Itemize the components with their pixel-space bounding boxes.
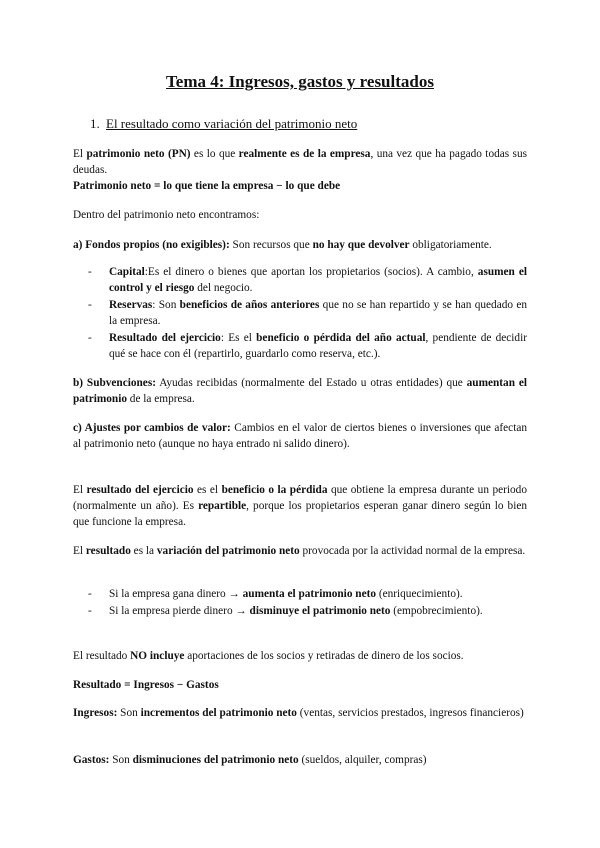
section-title: El resultado como variación del patrimonio neto [106, 116, 358, 131]
list-item: - Si la empresa pierde dinero → disminuye el patrimonio neto (empobrecimiento). [88, 605, 483, 617]
list-item: - Si la empresa gana dinero → aumenta el patrimonio neto (enriquecimiento). [88, 588, 463, 600]
paragraph-ajustes: c) Ajustes por cambios de valor: Cambios en el valor de ciertos bienes o inversiones que afectan al patrimonio neto (aunque no haya entrado ni salido dinero). [73, 422, 527, 450]
paragraph-no-incluye: El resultado NO incluye aportaciones de los socios y retiradas de dinero de los socios. [73, 650, 464, 662]
formula-resultado: Resultado = Ingresos − Gastos [73, 679, 219, 691]
fondos-list [88, 264, 527, 363]
resultado-list [88, 586, 527, 620]
formula-pn: Patrimonio neto = lo que tiene la empresa − lo que debe [73, 180, 341, 192]
section-number: 1. [90, 116, 100, 131]
list-item: - Capital:Es el dinero o bienes que aportan los propietarios (socios). A cambio, asumen el control y el riesgo del negocio. [88, 266, 527, 294]
paragraph-resultado-ejercicio: El resultado del ejercicio es el beneficio o la pérdida que obtiene la empresa durante un periodo (normalmente un año). Es repartible, porque los propietarios esperan ganar dinero según lo bien que funcione la empresa. [73, 484, 527, 528]
section-heading [90, 116, 544, 132]
paragraph-subvenciones: b) Subvenciones: Ayudas recibidas (normalmente del Estado u otras entidades) que aumentan el patrimonio de la empresa. [73, 377, 528, 405]
list-item: - Resultado del ejercicio: Es el beneficio o pérdida del año actual, pendiente de decidir qué se hace con él (repartirlo, guardarlo como reserva, etc.). [88, 332, 527, 360]
page-title: Tema 4: Ingresos, gastos y resultados [166, 72, 434, 91]
paragraph-resultado-variacion: El resultado es la variación del patrimonio neto provocada por la actividad normal de la empresa. [73, 545, 526, 557]
paragraph-fondos-propios: a) Fondos propios (no exigibles): Son recursos que no hay que devolver obligatoriamente. [73, 239, 492, 251]
paragraph-dentro: Dentro del patrimonio neto encontramos: [73, 209, 260, 221]
paragraph-pn-definition: El patrimonio neto (PN) es lo que realmente es de la empresa, una vez que ha pagado todas sus deudas. Patrimonio neto = lo que tiene la empresa − lo que debe [73, 148, 527, 192]
paragraph-ingresos: Ingresos: Son incrementos del patrimonio neto (ventas, servicios prestados, ingresos financieros) [73, 707, 524, 719]
list-item: - Reservas: Son beneficios de años anteriores que no se han repartido y se han quedado en la empresa. [88, 299, 527, 327]
paragraph-gastos: Gastos: Son disminuciones del patrimonio neto (sueldos, alquiler, compras) [73, 754, 427, 766]
